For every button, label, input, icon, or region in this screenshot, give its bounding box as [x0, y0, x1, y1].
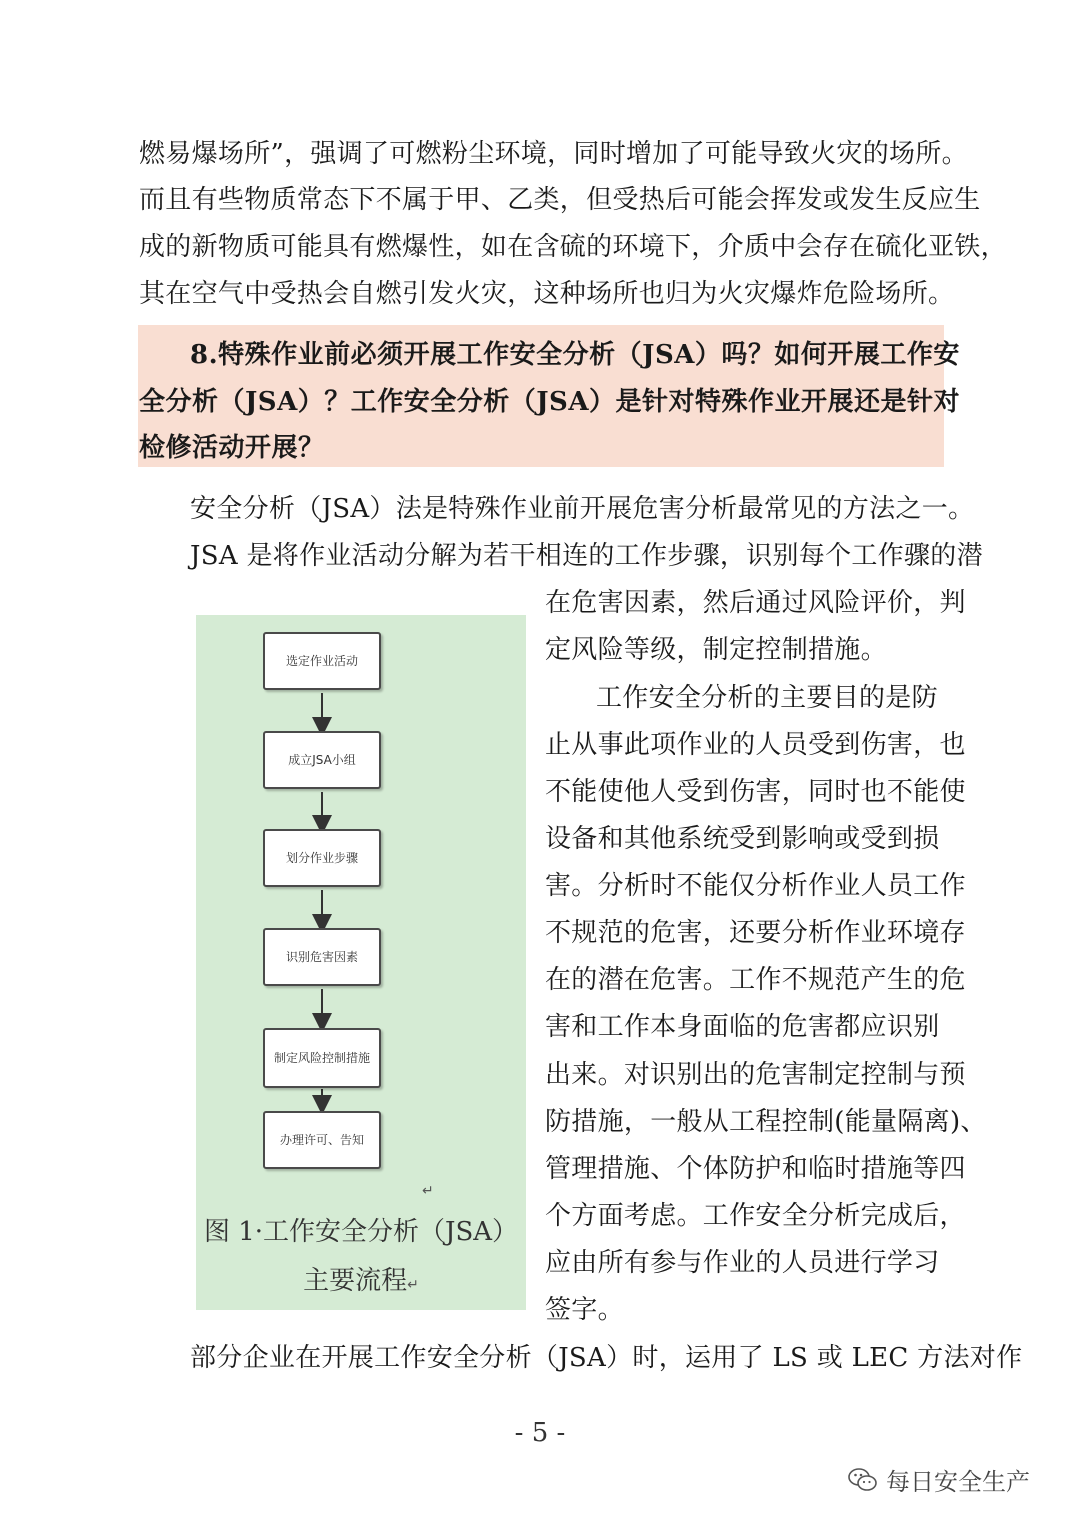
side-line-7: 害。分析时不能仅分析作业人员工作 [545, 871, 966, 901]
figure-caption-text: 主要流程 [303, 1266, 408, 1296]
side-line-15: 应由所有参与作业的人员进行学习 [545, 1248, 940, 1278]
intro-line-4: 其在空气中受热会自燃引发火灾，这种场所也归为火灾爆炸危险场所。 [139, 279, 955, 309]
flow-step-1: 选定作业活动 [263, 632, 381, 690]
side-line-11: 出来。对识别出的危害制定控制与预 [545, 1060, 966, 1090]
side-line-5: 不能使他人受到伤害，同时也不能使 [545, 777, 966, 807]
side-line-13: 管理措施、个体防护和临时措施等四 [545, 1154, 966, 1184]
figure-caption-line-2 [196, 1259, 526, 1307]
side-line-9: 在的潜在危害。工作不规范产生的危 [545, 965, 966, 995]
flow-step-6: 办理许可、告知 [263, 1111, 381, 1169]
side-line-1: 在危害因素，然后通过风险评价，判 [545, 588, 966, 618]
intro-line-1: 燃易爆场所”，强调了可燃粉尘环境，同时增加了可能导致火灾的场所。 [139, 139, 968, 169]
side-line-14: 个方面考虑。工作安全分析完成后， [545, 1201, 966, 1231]
intro-line-2: 而且有些物质常态下不属于甲、乙类，但受热后可能会挥发或发生反应生 [139, 185, 981, 215]
watermark [848, 1462, 1030, 1497]
heading-line-1: 8.特殊作业前必须开展工作安全分析（JSA）吗？如何开展工作安 [190, 340, 960, 370]
body-line-2: JSA 是将作业活动分解为若干相连的工作步骤，识别每个工作骤的潜 [190, 541, 983, 571]
figure-caption-line-1: 图 1·工作安全分析（JSA） [203, 1217, 519, 1247]
heading-line-3: 检修活动开展？ [139, 433, 325, 463]
flowchart-figure [196, 615, 526, 1310]
side-line-16: 签字。 [545, 1295, 624, 1325]
watermark-text: 每日安全生产 [886, 1468, 1030, 1496]
side-line-8: 不规范的危害，还要分析作业环境存 [545, 918, 966, 948]
page-number: - 5 - [514, 1418, 566, 1448]
flow-step-3: 划分作业步骤 [263, 829, 381, 887]
body-last-line: 部分企业在开展工作安全分析（JSA）时，运用了 LS 或 LEC 方法对作 [190, 1343, 1023, 1373]
flow-step-2: 成立JSA小组 [263, 731, 381, 789]
wechat-icon [848, 1467, 878, 1493]
side-line-2: 定风险等级，制定控制措施。 [545, 635, 887, 665]
body-line-1: 安全分析（JSA）法是特殊作业前开展危害分析最常见的方法之一。 [190, 494, 975, 524]
intro-line-3: 成的新物质可能具有燃爆性，如在含硫的环境下，介质中会存在硫化亚铁， [139, 232, 1007, 262]
return-mark: ↵ [422, 1183, 434, 1199]
flow-step-5: 制定风险控制措施 [263, 1028, 381, 1088]
side-line-12: 防措施，一般从工程控制(能量隔离)、 [545, 1107, 987, 1137]
side-line-6: 设备和其他系统受到影响或受到损 [545, 824, 940, 854]
flow-step-4: 识别危害因素 [263, 928, 381, 986]
side-line-4: 止从事此项作业的人员受到伤害，也 [545, 730, 966, 760]
side-line-3: 工作安全分析的主要目的是防 [596, 683, 938, 713]
caption-return-mark: ↵ [407, 1277, 419, 1293]
heading-line-2: 全分析（JSA）？工作安全分析（JSA）是针对特殊作业开展还是针对 [139, 387, 961, 417]
side-line-10: 害和工作本身面临的危害都应识别 [545, 1012, 940, 1042]
